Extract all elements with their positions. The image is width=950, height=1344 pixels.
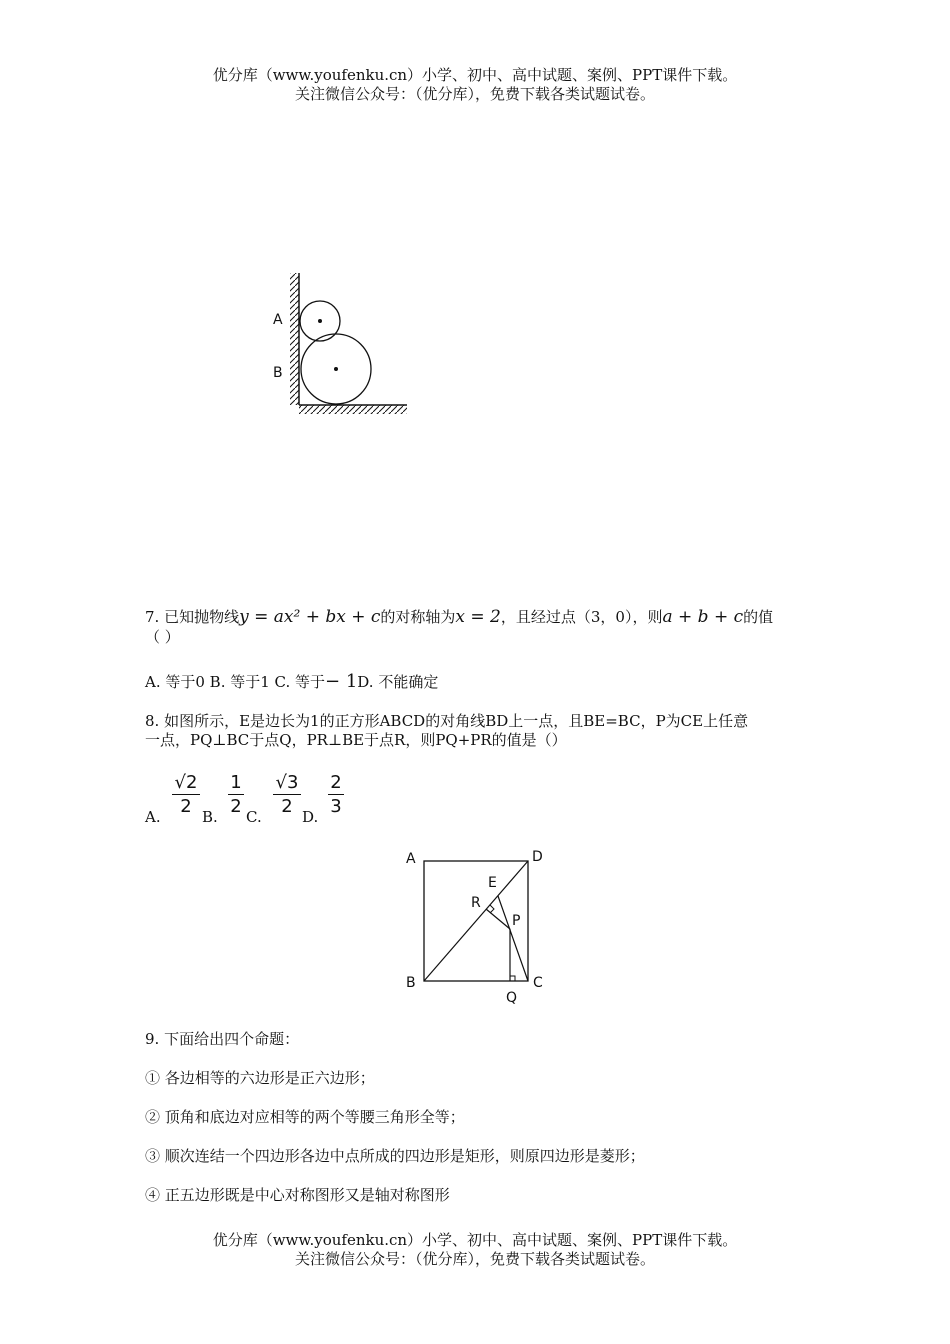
q8-opt-c-numerator: √3 [275, 772, 299, 793]
figure2-label-c: C [533, 975, 543, 991]
figure2-label-b: B [406, 975, 416, 991]
page-header-line2: 关注微信公众号：（优分库），免费下载各类试题试卷。 [294, 85, 655, 103]
page-header-line1: 优分库（www.youfenku.cn）小学、初中、高中试题、案例、PPT课件下载。 [212, 66, 738, 84]
q7-suffix: 的值 [743, 608, 774, 626]
q9-item1: ① 各边相等的六边形是正六边形； [145, 1069, 375, 1087]
q7-formula-sum: a + b + c [662, 607, 744, 627]
page-footer-line1: 优分库（www.youfenku.cn）小学、初中、高中试题、案例、PPT课件下载。 [212, 1231, 738, 1249]
q8-opt-b-fraction [226, 772, 246, 817]
q8-opt-a-label: A. [145, 808, 161, 826]
q9-item4: ④ 正五边形既是中心对称图形又是轴对称图形 [145, 1186, 450, 1204]
figure-two-circles [265, 268, 415, 418]
q8-opt-b-numerator: 1 [230, 772, 242, 793]
figure2-label-e: E [488, 875, 497, 891]
q8-opt-a-denominator: 2 [180, 796, 192, 817]
q8-line2: 一点，PQ⊥BC于点Q，PR⊥BE于点R，则PQ+PR的值是（） [145, 731, 567, 749]
q8-opt-d-fraction [326, 772, 346, 817]
figure2-label-r: R [471, 895, 481, 911]
page-footer-line2: 关注微信公众号：（优分库），免费下载各类试题试卷。 [294, 1250, 655, 1268]
q8-opt-c-fraction [271, 772, 303, 817]
figure1-label-a: A [273, 312, 283, 328]
q8-opt-d-denominator: 3 [330, 796, 342, 817]
q7-formula-axis: x = 2 [455, 607, 501, 627]
q8-opt-d-numerator: 2 [330, 772, 342, 793]
q8-opt-a-numerator: √2 [174, 772, 198, 793]
figure2-label-p: P [512, 913, 521, 929]
q8-opt-b-label: B. [202, 808, 218, 826]
figure2-label-d: D [532, 849, 543, 865]
q8-opt-a-fraction [170, 772, 202, 817]
q8-opt-c-label: C. [246, 808, 262, 826]
q7-prefix: 7. 已知抛物线 [145, 608, 240, 626]
q7-options [145, 672, 438, 692]
q9-item2: ② 顶角和底边对应相等的两个等腰三角形全等； [145, 1108, 465, 1126]
q9-item3: ③ 顺次连结一个四边形各边中点所成的四边形是矩形，则原四边形是菱形； [145, 1147, 645, 1165]
figure2-label-q: Q [506, 990, 518, 1006]
q8-line1: 8. 如图所示，E是边长为1的正方形ABCD的对角线BD上一点，且BE=BC，P为CE上任意 [145, 712, 749, 730]
q8-opt-c-denominator: 2 [281, 796, 293, 817]
q9-title: 9. 下面给出四个命题： [145, 1030, 300, 1048]
q7-option-c-value: − 1 [325, 671, 358, 692]
q8-opt-b-denominator: 2 [230, 796, 242, 817]
q7-mid2: ，且经过点（3，0），则 [500, 608, 663, 626]
q7-option-d: D. 不能确定 [357, 673, 439, 691]
q7-mid1: 的对称轴为 [380, 608, 456, 626]
q7-formula-parabola: y = ax² + bx + c [239, 607, 381, 627]
q8-opt-d-label: D. [302, 808, 319, 826]
figure-square-abcd [400, 845, 560, 1010]
q7-stem [145, 608, 773, 627]
q7-paren: （ ） [145, 628, 180, 646]
figure1-label-b: B [273, 365, 283, 381]
figure2-label-a: A [406, 851, 416, 867]
q7-option-ab: A. 等于0 B. 等于1 C. 等于 [145, 673, 326, 691]
